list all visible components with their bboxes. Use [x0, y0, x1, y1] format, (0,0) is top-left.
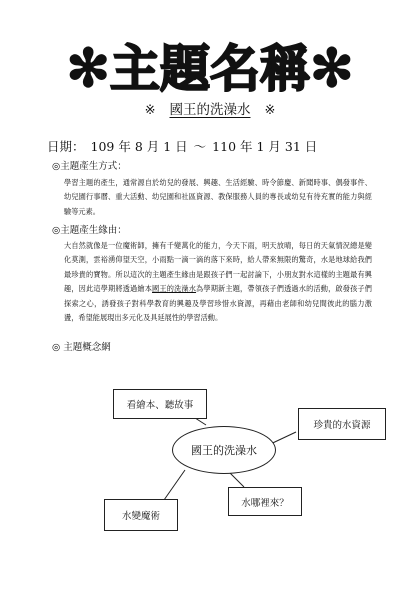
asterisk-icon-right: ✻	[310, 39, 354, 99]
topic-title: 國王的洗澡水	[169, 102, 251, 118]
date-end: 110 年 1 月 31 日	[212, 139, 318, 154]
banner-title: 主題名稱	[110, 40, 310, 98]
origin-topic-underlined: 國王的洗澡水	[152, 284, 197, 294]
concept-web-heading: ◎ 主題概念網	[52, 342, 111, 353]
method-text: 學習主題的產生，通常源自於幼兒的發展、興趣、生活經驗、時令節慶、新聞時事、偶發事件、幼兒園行事曆、重大活動、幼兒園和社區資源、教保服務人員的專長或幼兒有待充實的能力與經驗等元素。	[64, 178, 372, 216]
reference-mark-left: ※	[144, 103, 156, 118]
concept-center-ellipse	[172, 426, 276, 474]
date-label: 日期：	[47, 139, 85, 154]
origin-heading: ◎主題產生緣由：	[52, 225, 127, 236]
asterisk-icon-left: ✻	[66, 39, 110, 99]
concept-node-read-books	[113, 389, 207, 419]
origin-text-after: 為學期新主題，帶領孩子們透過水的活動，啟發孩子們探索之心，誘發孩子對科學教育的興趣及學習珍惜水資源，再藉由老師和幼兒間彼此的腦力激盪，希望能展現出多元化及具延展性的學習活動。	[64, 284, 372, 323]
date-start: 109 年 8 月 1 日	[90, 139, 188, 154]
concept-node-water-magic	[104, 499, 178, 531]
method-heading: ◎主題產生方式：	[52, 161, 127, 172]
concept-center-label: 國王的洗澡水	[191, 444, 257, 457]
date-separator: ～	[193, 139, 207, 154]
concept-node-precious-water	[298, 408, 386, 440]
reference-mark-right: ※	[264, 103, 276, 118]
concept-node-label: 珍貴的水資源	[313, 420, 371, 431]
origin-text-before: 大自然就像是一位魔術師，擁有千變萬化的能力，今天下雨，明天放晴，每日的天氣情況總是變化莫測，雲裕湧仰望天空，小雨點一滴一滴的落下來時，給人帶來無限的驚奇，水是地球給我們最珍貴的寶物。所以這次的主題產生緣由是跟孩子們一起討論下，小朋友對水這樣的主題最有興趣，因此這學期將透過繪本	[64, 241, 372, 294]
concept-node-water-source	[228, 487, 302, 516]
concept-node-label: 看繪本、聽故事	[126, 400, 194, 411]
concept-node-label: 水哪裡來？	[241, 497, 289, 509]
concept-node-label: 水變魔術	[121, 511, 160, 522]
connector-to-water-magic	[164, 470, 185, 500]
